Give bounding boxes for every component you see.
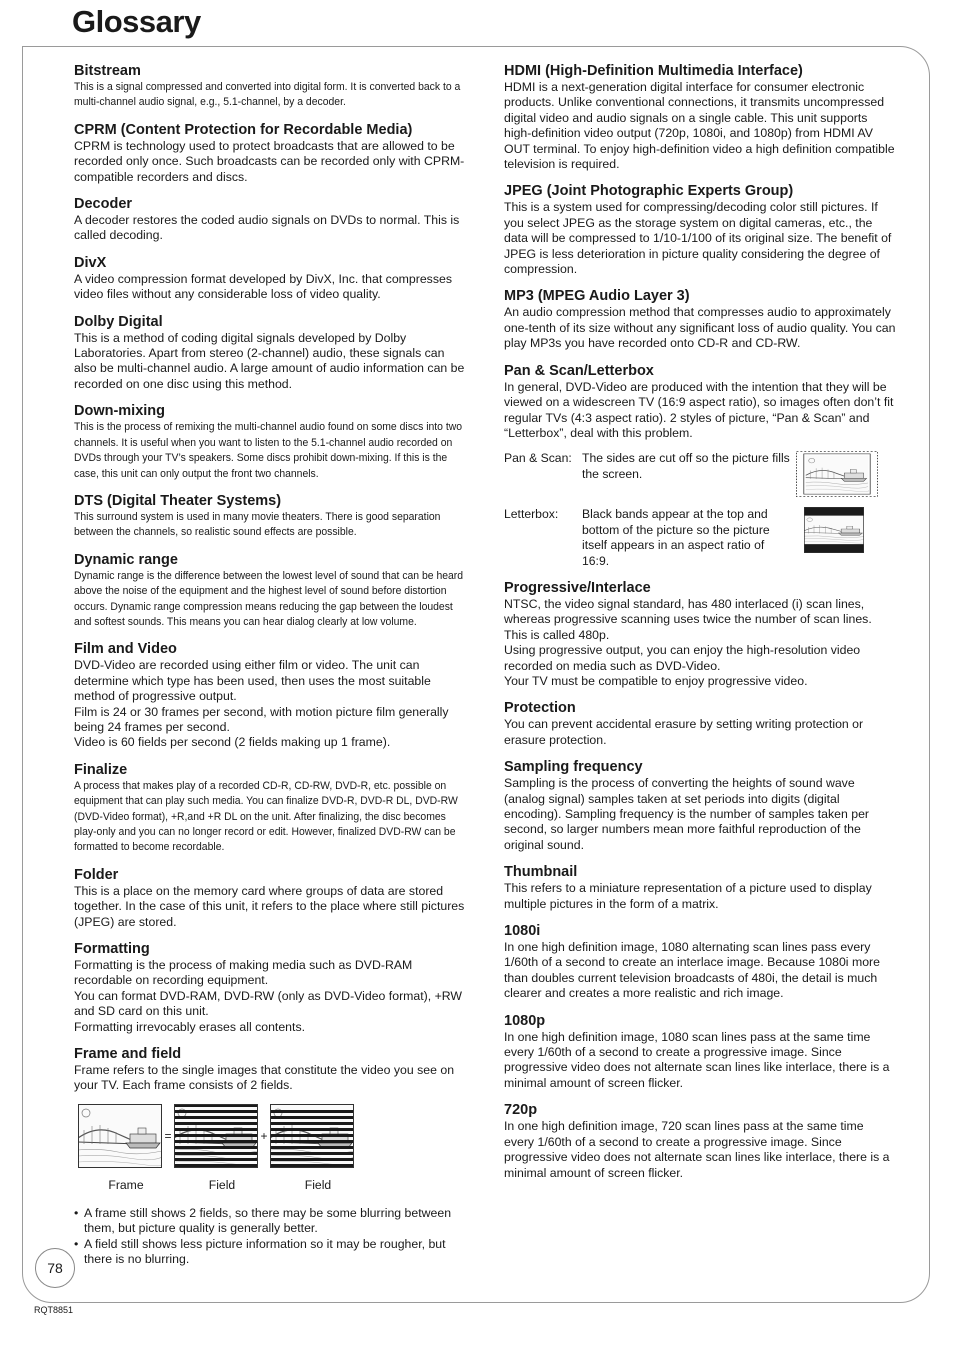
glossary-definition [504, 305, 896, 351]
frame-notes [74, 1206, 468, 1268]
glossary-definition [504, 776, 896, 853]
definition-paragraph: Frame refers to the single images that constitute the video you see on your TV. Each frame consists of 2 fields. [74, 1063, 455, 1093]
definition-paragraph: This is a method of coding digital signals developed by Dolby Laboratories. Apart from stereo (2-channel) audio, these signals can also be multi-channel audio. A large amount of audio information can be recorded on one disc using this method. [74, 330, 465, 391]
definition-paragraph: In one high definition image, 720 scan lines pass at the same time every 1/60th of a second to create a progressive image. Since progressive video does not alternate scan lines like interlace, there is a minimal amount of screen flicker. [504, 1119, 890, 1180]
definition-paragraph: DVD-Video are recorded using either film or video. The unit can determine which type has been used, then uses the most suitable method of progressive output. [74, 658, 431, 704]
glossary-definition [74, 331, 468, 393]
pan-scan-desc: The sides are cut off so the picture fills the screen. [582, 451, 790, 481]
letterbox-image [804, 507, 864, 553]
definition-paragraph: Formatting irrevocably erases all contents. [74, 1019, 306, 1034]
glossary-term: Protection [504, 700, 576, 717]
definition-paragraph: Dynamic range is the difference between the lowest level of sound that can be heard above the noise of the equipment and the highest level of sound before distortion occurs. Dynamic range compression means reducing the gap between the loudest and softest sounds. This means you can hear dialog clearly at low volume. [74, 569, 464, 628]
glossary-definition [504, 717, 896, 748]
definition-paragraph: In general, DVD-Video are produced with the intention that they will be viewed on a widescreen TV (16:9 aspect ratio), so images often don’t fit regular TVs (4:3 aspect ratio). 2 styles of picture, “Pan & Scan” and “Letterbox”, deal with this problem. [504, 379, 894, 440]
glossary-definition [504, 940, 896, 1002]
glossary-entry-mp3-mpeg-audio-layer-3 [504, 287, 896, 351]
glossary-definition [74, 420, 468, 482]
glossary-definition [504, 881, 896, 912]
definition-paragraph: This is a system used for compressing/decoding color still pictures. If you select JPEG as the storage system on digital cameras, etc., the data will be compressed to 1/10-1/100 of its original size. The benefit of JPEG is less deterioration in picture quality considering the degree of compression. [504, 200, 892, 277]
glossary-definition [74, 958, 468, 1035]
caption-field-1: Field [208, 1177, 236, 1192]
glossary-entry-bitstream [74, 62, 468, 111]
definition-paragraph: This is a signal compressed and converted into digital form. It is converted back to a multi-channel audio signal, e.g., 5.1-channel, by a decoder. [74, 81, 461, 109]
definition-paragraph: Sampling is the process of converting the heights of sound wave (analog signal) samples taken at set periods into digits (digital encoding). Sampling frequency is the number of samples taken per second, so larger numbers mean more faithful reproduction of the original sound. [504, 776, 870, 852]
letterbox-desc: Black bands appear at the top and bottom of the picture so the picture itself appears in an aspect ratio of 16:9. [582, 507, 770, 568]
bullet-item: • A frame still shows 2 fields, so there may be some blurring between them, but picture quality is generally better. [74, 1206, 468, 1237]
glossary-entry-jpeg-joint-photographic-experts-group [504, 182, 896, 277]
pan-scan-image [796, 451, 878, 497]
glossary-entry-film-and-video [74, 640, 468, 750]
glossary-term: 1080i [504, 923, 541, 940]
glossary-definition [74, 658, 468, 750]
pan-scan-label: Pan & Scan: [504, 451, 572, 466]
left-column [74, 62, 468, 1268]
page-number: 78 [35, 1248, 75, 1288]
definition-paragraph: Using progressive output, you can enjoy the high-resolution video recorded on media such as DVD-Video. [504, 643, 861, 673]
glossary-term: MP3 (MPEG Audio Layer 3) [504, 288, 690, 305]
glossary-term: 1080p [504, 1012, 546, 1029]
glossary-definition [74, 510, 468, 541]
letterbox-row [504, 507, 896, 569]
definition-paragraph: This refers to a miniature representation of a picture used to display multiple pictures in the form of a matrix. [504, 881, 872, 911]
glossary-entry-1080i [504, 922, 896, 1002]
glossary-term: DTS (Digital Theater Systems) [74, 492, 282, 509]
definition-paragraph: A video compression format developed by DivX, Inc. that compresses video files without any considerable loss of video quality. [74, 271, 452, 302]
definition-paragraph: Formatting is the process of making media such as DVD-RAM recordable on recording equipment. [74, 958, 413, 988]
glossary-definition [74, 1063, 468, 1094]
caption-frame: Frame [108, 1177, 144, 1192]
pan-scan-row [504, 451, 896, 497]
field-image-1 [174, 1104, 258, 1168]
bullet-item: • A field still shows less picture information so it may be rougher, but there is no blurring. [74, 1237, 468, 1268]
glossary-definition [74, 779, 468, 856]
glossary-term: Film and Video [74, 641, 177, 658]
glossary-term: JPEG (Joint Photographic Experts Group) [504, 183, 794, 200]
glossary-entry-720p [504, 1101, 896, 1181]
definition-paragraph: This is a place on the memory card where groups of data are stored together. In the case of this unit, it refers to the place where still pictures (JPEG) are stored. [74, 883, 465, 929]
plus-sign: + [260, 1128, 268, 1143]
frame-image [78, 1104, 162, 1168]
glossary-entry-dolby-digital [74, 313, 468, 393]
definition-paragraph: In one high definition image, 1080 alternating scan lines pass every 1/60th of a second to create an interlace image. Because 1080i more than doubles current television broadcasts of 480i, the detail is much clearer and creates a more realistic and rich image. [504, 940, 880, 1001]
glossary-entry-decoder [74, 195, 468, 244]
glossary-entry-finalize [74, 761, 468, 856]
letterbox-label: Letterbox: [504, 507, 559, 522]
right-column [504, 62, 896, 1191]
model-code: RQT8851 [34, 1305, 74, 1315]
definition-paragraph: An audio compression method that compresses audio to approximately one-tenth of its size without any significant loss of audio quality. You can play MP3s you have recorded onto CD-R and CD-RW. [504, 305, 896, 351]
glossary-definition [504, 597, 896, 689]
glossary-entry-formatting [74, 940, 468, 1035]
definition-paragraph: In one high definition image, 1080 scan lines pass at the same time every 1/60th of a second to create a progressive image. Since progressive video does not alternate scan lines like interlace, there is a minimal amount of screen flicker. [504, 1029, 890, 1090]
glossary-entry-down-mixing [74, 402, 468, 482]
glossary-term: Decoder [74, 196, 133, 213]
glossary-entry-progressive-interlace [504, 579, 896, 689]
glossary-term: Folder [74, 866, 119, 883]
glossary-definition [74, 272, 468, 303]
glossary-entry-thumbnail [504, 863, 896, 912]
glossary-entry-1080p [504, 1012, 896, 1092]
definition-paragraph: NTSC, the video signal standard, has 480 interlaced (i) scan lines, whereas progressive scanning uses twice the number of scan lines. This is called 480p. [504, 596, 872, 642]
glossary-definition [74, 80, 468, 111]
definition-paragraph: A process that makes play of a recorded CD-R, CD-RW, DVD-R, etc. possible on equipment that can play such media. You can finalize DVD-R, DVD-R DL, DVD-RW (DVD-Video format), +R,and +R DL on the unit. After finalizing, the disc becomes play-only and you can no longer record or edit. However, finalized DVD-RW can be formatted to become recordable. [74, 779, 458, 854]
glossary-entry-divx [74, 254, 468, 303]
glossary-definition [504, 80, 896, 172]
glossary-definition [74, 213, 468, 244]
glossary-term: Thumbnail [504, 864, 578, 881]
definition-paragraph: CPRM is technology used to protect broadcasts that are allowed to be recorded only once. Such broadcasts can be recorded only with CPRM-compatible recorders and discs. [74, 138, 465, 184]
definition-paragraph: HDMI is a next-generation digital interface for consumer electronic products. Unlike conventional connections, it transmits uncompressed digital video and audio signals on a single cable. This unit supports high-definition video output (720p, 1080i, and 1080p) from HDMI AV OUT terminal. To enjoy high-definition video a high definition compatible television is required. [504, 80, 895, 172]
glossary-definition [504, 380, 896, 442]
glossary-entry-cprm-content-protection-for-recordable-media [74, 121, 468, 185]
glossary-term: DivX [74, 254, 107, 271]
glossary-definition [74, 569, 468, 631]
glossary-entry-pan-scan-letterbox [504, 362, 896, 442]
glossary-entry-folder [74, 866, 468, 930]
caption-field-2: Field [304, 1177, 332, 1192]
glossary-term: Progressive/Interlace [504, 579, 651, 596]
glossary-term: CPRM (Content Protection for Recordable Media) [74, 121, 413, 138]
glossary-term: Down-mixing [74, 403, 166, 420]
definition-paragraph: A decoder restores the coded audio signals on DVDs to normal. This is called decoding. [74, 213, 460, 243]
glossary-definition [74, 884, 468, 930]
glossary-term: Dynamic range [74, 551, 178, 568]
glossary-term: Formatting [74, 941, 150, 958]
glossary-entry-dynamic-range [74, 551, 468, 631]
glossary-definition [74, 139, 468, 185]
glossary-entry-sampling-frequency [504, 758, 896, 853]
glossary-definition [504, 1030, 896, 1092]
pan-scan-table [504, 451, 896, 569]
glossary-entry-protection [504, 699, 896, 748]
page-title: Glossary [72, 4, 201, 39]
definition-paragraph: Film is 24 or 30 frames per second, with motion picture film generally being 24 frames per second. [74, 704, 449, 734]
glossary-entry-dts-digital-theater-systems [74, 492, 468, 541]
equals-sign: = [164, 1128, 172, 1143]
glossary-term: Sampling frequency [504, 759, 643, 776]
field-image-2 [270, 1104, 354, 1168]
glossary-term: Frame and field [74, 1046, 182, 1063]
definition-paragraph: Video is 60 fields per second (2 fields making up 1 frame). [74, 735, 391, 750]
frame-field-figure [78, 1104, 468, 1192]
definition-paragraph: This surround system is used in many movie theaters. There is good separation between the channels, so realistic sound effects are possible. [74, 510, 441, 539]
glossary-term: Dolby Digital [74, 313, 163, 330]
glossary-term: Finalize [74, 761, 128, 778]
glossary-definition [504, 200, 896, 277]
glossary-term: Bitstream [74, 63, 141, 79]
definition-paragraph: This is the process of remixing the multi-channel audio found on some discs into two channels. It is useful when you want to listen to the 5.1-channel audio recorded on DVDs through your TV’s speakers. Some discs prohibit down-mixing. If this is the case, this unit can only output the front two channels. [74, 421, 463, 480]
definition-paragraph: You can format DVD-RAM, DVD-RW (only as DVD-Video format), +RW and SD card on this unit. [74, 988, 463, 1019]
glossary-entry-hdmi-high-definition-multimedia-interface [504, 62, 896, 172]
glossary-term: 720p [504, 1102, 538, 1119]
definition-paragraph: You can prevent accidental erasure by setting writing protection or erasure protection. [504, 717, 864, 747]
glossary-entry-frame-and-field [74, 1045, 468, 1094]
glossary-term: Pan & Scan/Letterbox [504, 362, 654, 379]
glossary-term: HDMI (High-Definition Multimedia Interface) [504, 63, 803, 79]
glossary-definition [504, 1119, 896, 1181]
definition-paragraph: Your TV must be compatible to enjoy progressive video. [504, 673, 808, 688]
